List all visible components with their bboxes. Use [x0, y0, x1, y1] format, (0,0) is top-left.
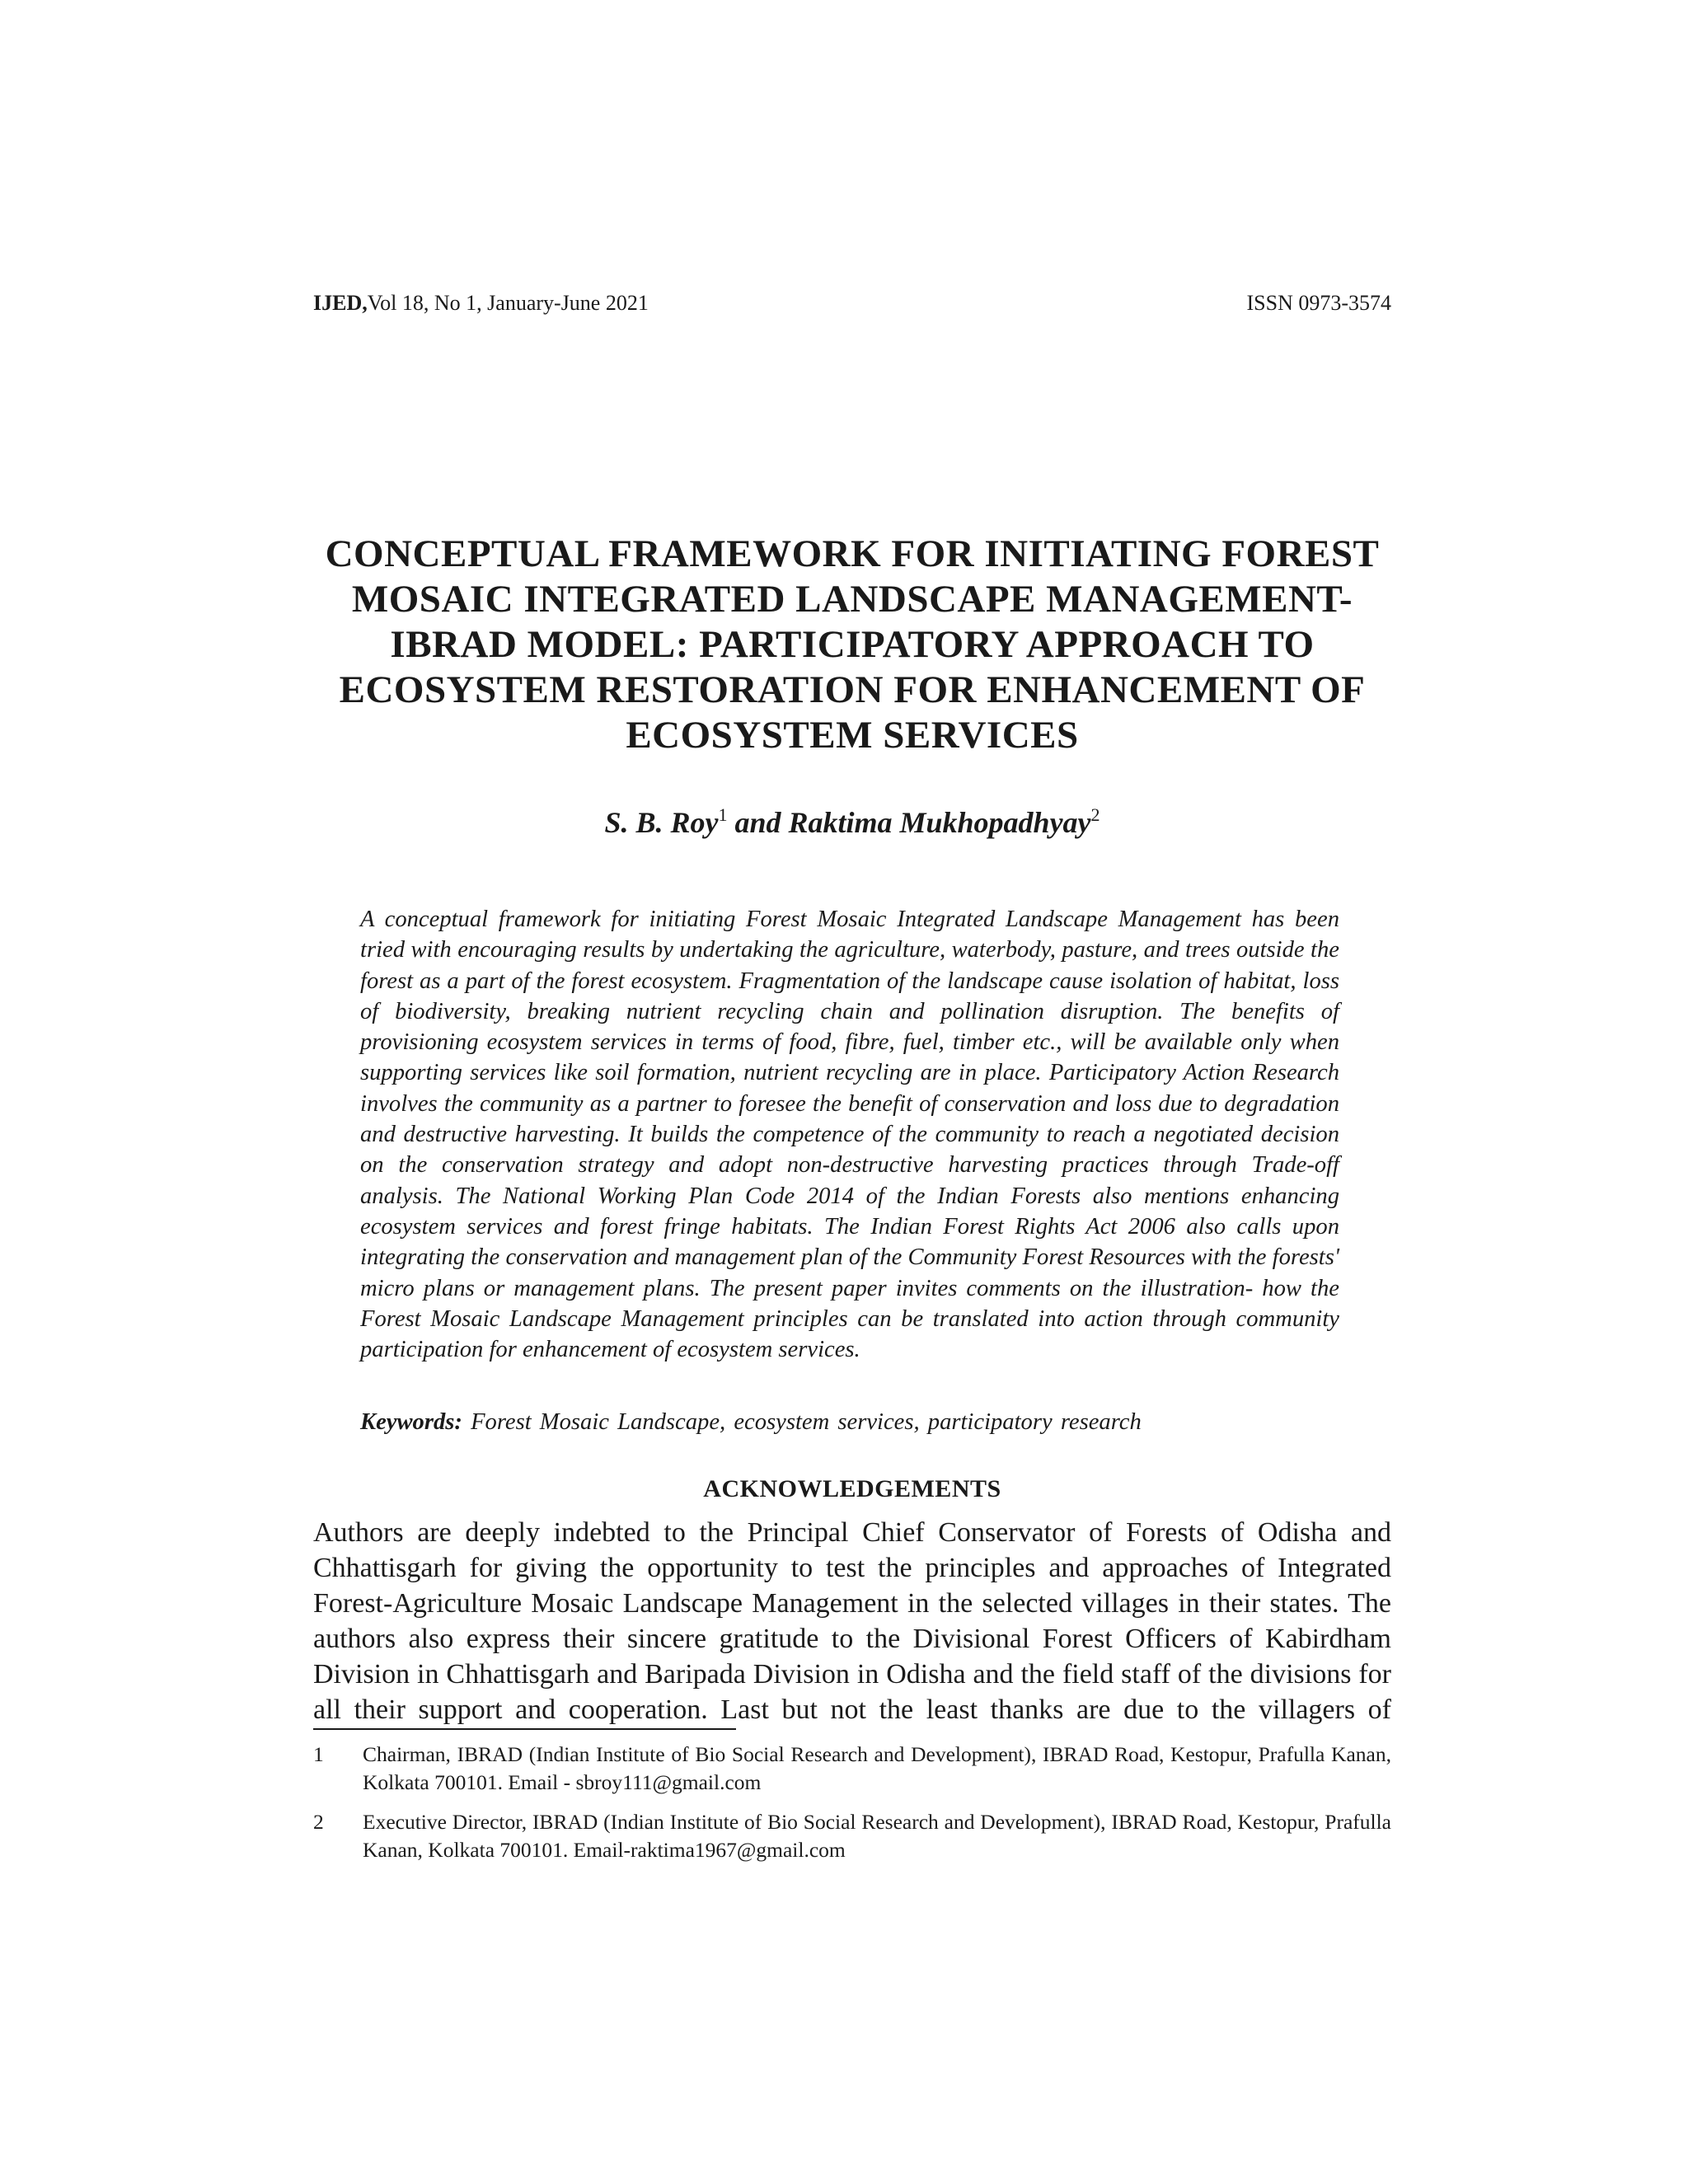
acknowledgements-body: Authors are deeply indebted to the Principal Chief Conservator of Forests of Odisha and Chhattisgarh for giving the opportunity to test the principles and approaches of Integrated Forest-Agriculture Mosaic Landscape Management in the selected villages in their states. The authors also express their sincere gratitude to the Divisional Forest Officers of Kabirdham Division in Chhattisgarh and Baripada Division in Odisha and the field staff of the divisions for all their support and cooperation. Last but not the least thanks are due to the villagers of [313, 1517, 1391, 1725]
affiliation-mark: 1 [718, 804, 728, 825]
author-line [313, 804, 1391, 841]
keywords-text: Forest Mosaic Landscape, ecosystem services, participatory research [471, 1409, 1142, 1435]
abstract: A conceptual framework for initiating Forest Mosaic Integrated Landscape Management has been tried with encouraging results by undertaking the agriculture, waterbody, pasture, and trees outside the forest as a part of the forest ecosystem. Fragmentation of the landscape cause isolation of habitat, loss of biodiversity, breaking nutrient recycling chain and pollination disruption. The benefits of provisioning ecosystem services in terms of food, fibre, fuel, timber etc., will be available only when supporting services like soil formation, nutrient recycling are in place. Participatory Action Research involves the community as a partner to foresee the benefit of conservation and loss due to degradation and destructive harvesting. It builds the competence of the community to reach a negotiated decision on the conservation strategy and adopt non-destructive harvesting practices through Trade-off analysis. The National Working Plan Code 2014 of the Indian Forests also mentions enhancing ecosystem services and forest fringe habitats. The Indian Forest Rights Act 2006 also calls upon integrating the conservation and management plan of the Community Forest Resources with the forests' micro plans or management plans. The present paper invites comments on the illustration- how the Forest Mosaic Landscape Management principles can be translated into action through community participation for enhancement of ecosystem services. [360, 907, 1339, 1363]
journal-issn: ISSN 0973-3574 [1246, 291, 1391, 315]
running-header [313, 290, 1391, 316]
affiliation-mark: 2 [1090, 804, 1100, 825]
footnote-text: Chairman, IBRAD (Indian Institute of Bio Social Research and Development), IBRAD Road, Kestopur, Prafulla Kanan, Kolkata 700101. Email - sbroy111@gmail.com [363, 1742, 1391, 1794]
keywords-label: Keywords: [360, 1409, 462, 1435]
journal-issue: Vol 18, No 1, January-June 2021 [367, 291, 649, 315]
title-line: MOSAIC INTEGRATED LANDSCAPE MANAGEMENT- [351, 578, 1353, 621]
footnotes [313, 1741, 1391, 1876]
keywords [360, 1407, 1339, 1437]
footnote-text: Executive Director, IBRAD (Indian Institute of Bio Social Research and Development), IBRAD Road, Kestopur, Prafulla Kanan, Kolkata 700101. Email-raktima1967@gmail.com [363, 1810, 1391, 1862]
footnote-number: 1 [313, 1742, 324, 1766]
title-line: ECOSYSTEM SERVICES [626, 714, 1079, 757]
title-line: IBRAD MODEL: PARTICIPATORY APPROACH TO [390, 623, 1315, 666]
title-line: ECOSYSTEM RESTORATION FOR ENHANCEMENT OF [339, 668, 1366, 711]
article-title [280, 532, 1424, 758]
journal-abbreviation: IJED, [313, 291, 368, 315]
journal-citation [313, 290, 649, 316]
footnote [313, 1808, 1391, 1864]
acknowledgements-heading: ACKNOWLEDGEMENTS [703, 1475, 1001, 1502]
author-name: S. B. Roy [604, 806, 719, 839]
title-line: CONCEPTUAL FRAMEWORK FOR INITIATING FOREST [325, 532, 1380, 575]
footnote-divider [313, 1728, 736, 1730]
footnote [313, 1741, 1391, 1797]
author-name: and Raktima Mukhopadhyay [727, 806, 1091, 839]
footnote-number: 2 [313, 1810, 324, 1834]
